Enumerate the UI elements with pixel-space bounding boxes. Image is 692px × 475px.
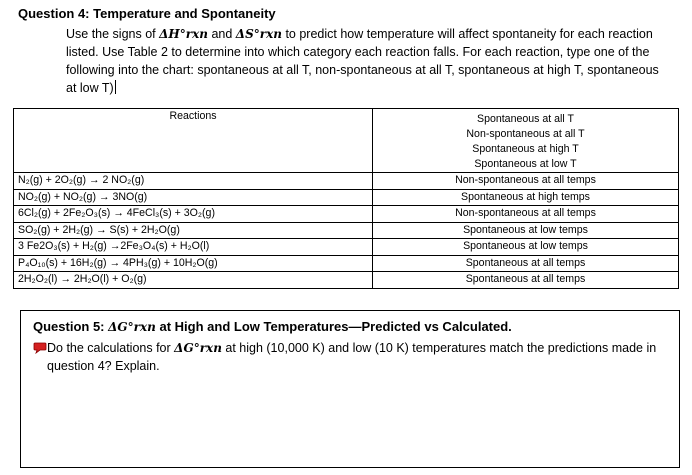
table-row xyxy=(14,239,679,256)
answer-cell[interactable]: Spontaneous at low temps xyxy=(373,222,679,239)
answer-cell[interactable]: Spontaneous at low temps xyxy=(373,239,679,256)
reaction-cell: 2H₂O₂(l) → 2H₂O(l) + O₂(g) xyxy=(14,272,373,289)
delta-g-symbol-2: ΔG°rxn xyxy=(174,341,222,355)
instr-text-1: Use the signs of xyxy=(66,27,160,41)
question-4-title: Question 4: Temperature and Spontaneity xyxy=(18,6,276,21)
category-item: Spontaneous at all T xyxy=(477,113,574,125)
comment-icon[interactable] xyxy=(33,342,47,354)
q5-title-part-2: at High and Low Temperatures—Predicted vs Calculated. xyxy=(155,319,512,334)
answer-cell[interactable]: Spontaneous at all temps xyxy=(373,255,679,272)
text-cursor xyxy=(115,80,116,94)
question-5-text[interactable] xyxy=(47,339,667,375)
table-row xyxy=(14,173,679,190)
reaction-cell: 3 Fe2O₃(s) + H₂(g) →2Fe₃O₄(s) + H₂O(l) xyxy=(14,239,373,256)
table-row xyxy=(14,222,679,239)
table-header-row xyxy=(14,109,679,173)
table-row xyxy=(14,206,679,223)
q5-text-part-1: Do the calculations for xyxy=(47,341,175,355)
table-row xyxy=(14,272,679,289)
reactions-header: Reactions xyxy=(14,109,373,173)
reaction-cell: NO₂(g) + NO₂(g) → 3NO(g) xyxy=(14,189,373,206)
category-item: Non-spontaneous at all T xyxy=(466,128,585,140)
category-item: Spontaneous at high T xyxy=(472,143,579,155)
delta-h-symbol: ΔH°rxn xyxy=(159,27,208,41)
instr-text-3: to predict how temperature will affect spontaneity for each reaction listed. Use Table 2 to determine into which category each reaction falls. For each reaction, type one of the following into the chart: spontaneous at all T, non-spontaneous at all T, spontaneous at high T, spontaneous at low T) xyxy=(66,27,659,95)
answer-cell[interactable]: Non-spontaneous at all temps xyxy=(373,173,679,190)
instr-text-2: and xyxy=(207,27,236,41)
answer-cell[interactable]: Spontaneous at all temps xyxy=(373,272,679,289)
category-list-header xyxy=(373,109,679,173)
table-row xyxy=(14,189,679,206)
reaction-cell: N₂(g) + 2O₂(g) → 2 NO₂(g) xyxy=(14,173,373,190)
reaction-cell: SO₂(g) + 2H₂(g) → S(s) + 2H₂O(g) xyxy=(14,222,373,239)
reaction-cell: 6Cl₂(g) + 2Fe₂O₃(s) → 4FeCl₃(s) + 3O₂(g) xyxy=(14,206,373,223)
question-5-box xyxy=(20,310,680,468)
answer-cell[interactable]: Spontaneous at high temps xyxy=(373,189,679,206)
answer-cell[interactable]: Non-spontaneous at all temps xyxy=(373,206,679,223)
question-5-title xyxy=(33,319,512,334)
delta-s-symbol: ΔS°rxn xyxy=(235,27,282,41)
reaction-cell: P₄O₁₀(s) + 16H₂(g) → 4PH₃(g) + 10H₂O(g) xyxy=(14,255,373,272)
q5-text-part-2: at high (10,000 K) and low (10 K) temperatures match the predictions made in question 4? Explain. xyxy=(47,341,657,373)
question-4 xyxy=(18,6,678,97)
table-row xyxy=(14,255,679,272)
delta-g-symbol: ΔG°rxn xyxy=(108,320,156,334)
question-4-instructions[interactable] xyxy=(66,25,666,97)
q5-title-part-1: Question 5: xyxy=(33,319,109,334)
reactions-table xyxy=(13,108,679,289)
category-item: Spontaneous at low T xyxy=(474,158,577,170)
